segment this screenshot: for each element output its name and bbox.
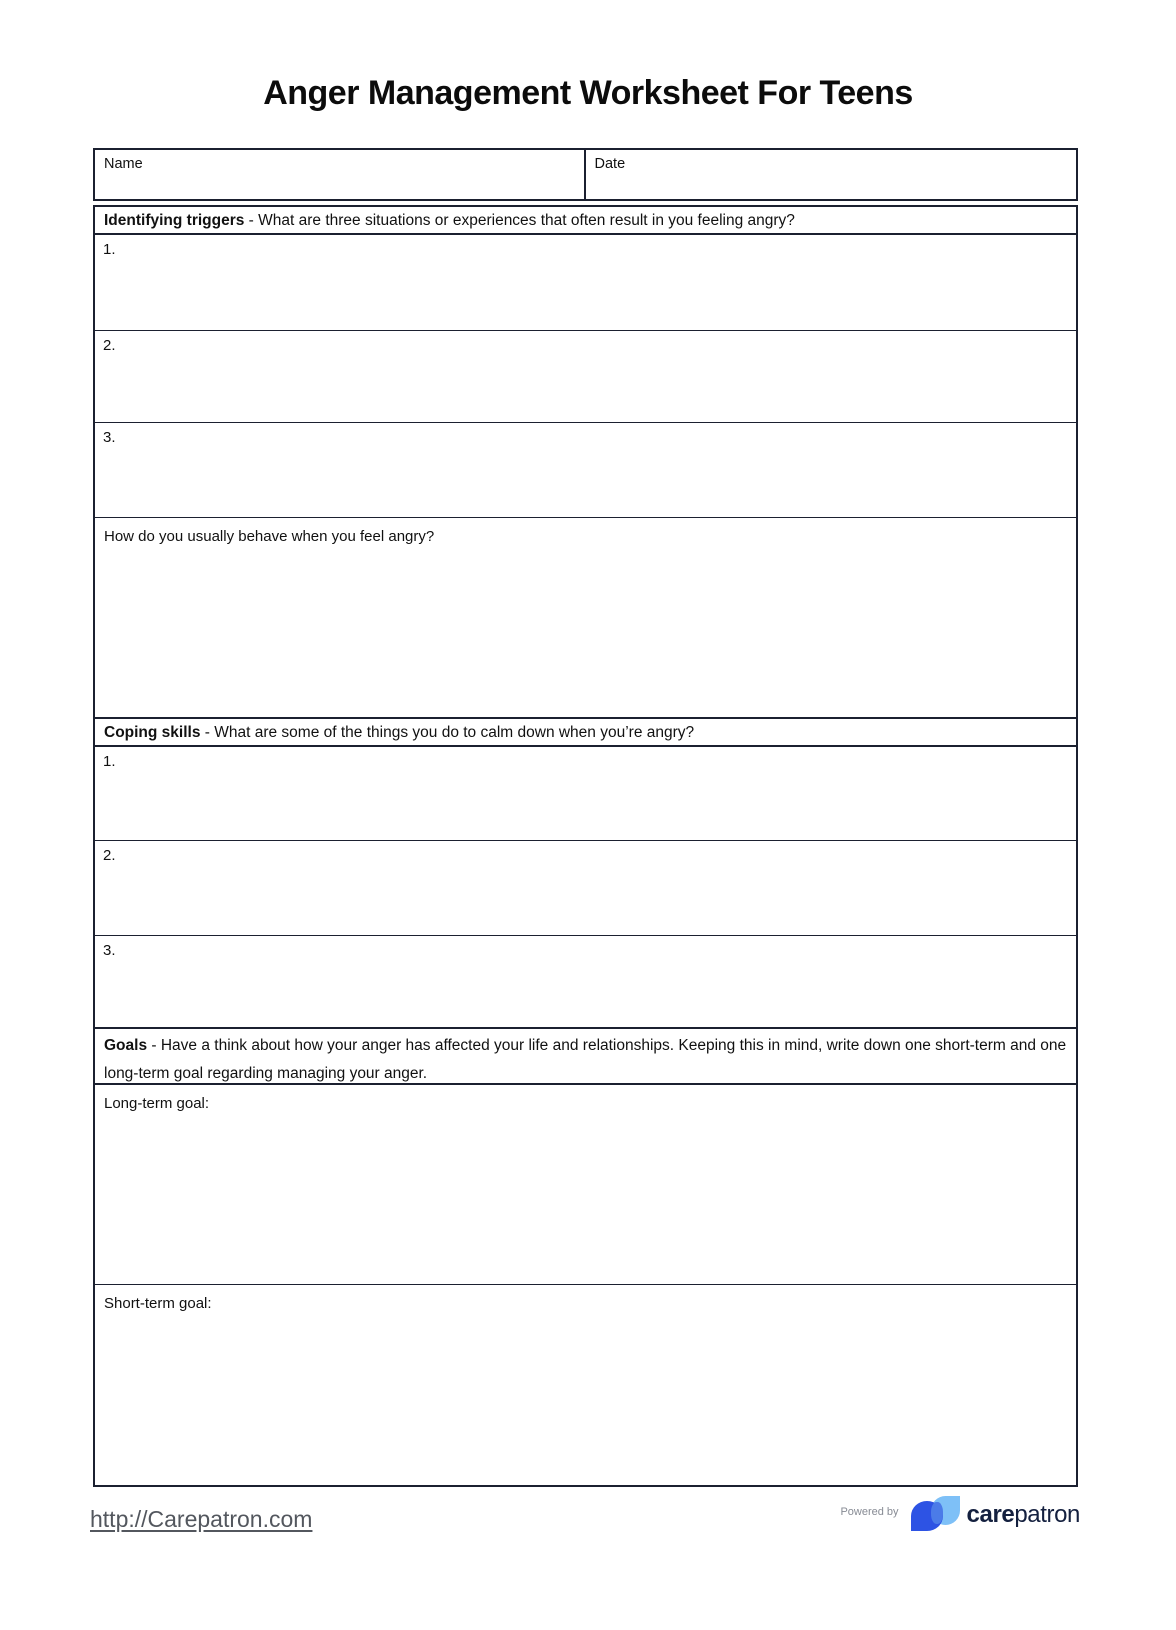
powered-by-label: Powered by [840, 1506, 899, 1518]
wordmark-patron: patron [1014, 1501, 1080, 1528]
triggers-answer-2[interactable] [95, 330, 1076, 422]
short-term-goal-box[interactable] [95, 1284, 1076, 1485]
chat-bubble-overlap [931, 1502, 943, 1524]
item-number: 2. [103, 847, 116, 864]
carepatron-wordmark [967, 1501, 1080, 1529]
name-date-table [93, 148, 1078, 201]
name-label: Name [104, 156, 143, 172]
section-header-triggers [95, 207, 1076, 235]
page-title: Anger Management Worksheet For Teens [263, 74, 913, 112]
item-number: 1. [103, 241, 116, 258]
coping-prompt: - What are some of the things you do to calm down when you’re angry? [200, 724, 695, 741]
wordmark-care: care [966, 1501, 1015, 1528]
short-term-goal-label: Short-term goal: [104, 1295, 212, 1312]
triggers-prompt: - What are three situations or experiences that often result in you feeling angry? [244, 212, 795, 229]
triggers-answer-1[interactable] [95, 235, 1076, 330]
section-header-coping [95, 717, 1076, 747]
triggers-heading: Identifying triggers [104, 212, 245, 229]
coping-answer-3[interactable] [95, 935, 1076, 1027]
triggers-answer-3[interactable] [95, 422, 1076, 517]
worksheet-form [93, 205, 1078, 1487]
item-number: 3. [103, 429, 116, 446]
long-term-goal-box[interactable] [95, 1085, 1076, 1284]
carepatron-link[interactable]: http://Carepatron.com [90, 1506, 313, 1532]
coping-answer-1[interactable] [95, 747, 1076, 840]
behavior-answer-box[interactable] [95, 517, 1076, 717]
section-header-goals [95, 1027, 1076, 1085]
long-term-goal-label: Long-term goal: [104, 1095, 210, 1112]
powered-by-block [840, 1496, 1080, 1532]
name-field[interactable] [95, 150, 586, 199]
goals-prompt: - Have a think about how your anger has affected your life and relationships. Keeping this in mind, write down one short-term and one long-term goal regarding managing your anger. [104, 1037, 1067, 1082]
carepatron-logo-icon [911, 1496, 960, 1532]
goals-heading: Goals [104, 1037, 148, 1054]
item-number: 3. [103, 942, 116, 959]
item-number: 1. [103, 753, 116, 770]
behavior-question: How do you usually behave when you feel angry? [104, 528, 435, 545]
coping-heading: Coping skills [104, 724, 201, 741]
coping-answer-2[interactable] [95, 840, 1076, 935]
date-label: Date [594, 156, 626, 172]
date-field[interactable] [586, 150, 1077, 199]
item-number: 2. [103, 337, 116, 354]
